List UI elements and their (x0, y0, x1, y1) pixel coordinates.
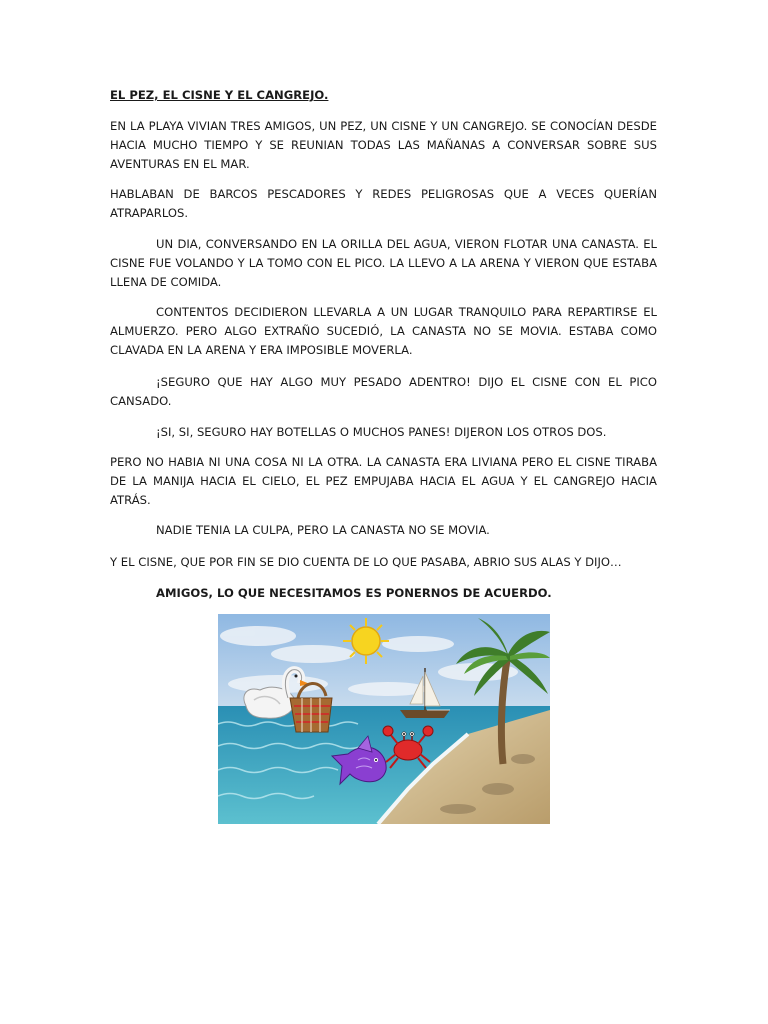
paragraph-8: NADIE TENIA LA CULPA, PERO LA CANASTA NO SE MOVIA. (156, 523, 490, 537)
story-title: EL PEZ, EL CISNE Y EL CANGREJO. (110, 88, 329, 102)
paragraph-2: HABLABAN DE BARCOS PESCADORES Y REDES PELIGROSAS QUE A VECES QUERÍAN ATRAPARLOS. (110, 187, 657, 220)
paragraph-10: AMIGOS, LO QUE NECESITAMOS ES PONERNOS DE ACUERDO. (156, 586, 552, 600)
paragraph-7: PERO NO HABIA NI UNA COSA NI LA OTRA. LA CANASTA ERA LIVIANA PERO EL CISNE TIRABA DE LA MANIJA HACIA EL CIELO, EL PEZ EMPUJABA HACIA EL AGUA Y EL CANGREJO HACIA ATRÁS. (110, 455, 657, 507)
beach-illustration (218, 614, 550, 824)
paragraph-4: CONTENTOS DECIDIERON LLEVARLA A UN LUGAR TRANQUILO PARA REPARTIRSE EL ALMUERZO. PERO ALGO EXTRAÑO SUCEDIÓ, LA CANASTA NO SE MOVIA. ESTABA COMO CLAVADA EN LA ARENA Y ERA IMPOSIBLE MOVERLA. (110, 305, 657, 357)
paragraph-5: ¡SEGURO QUE HAY ALGO MUY PESADO ADENTRO! DIJO EL CISNE CON EL PICO CANSADO. (110, 375, 657, 408)
paragraph-3: UN DIA, CONVERSANDO EN LA ORILLA DEL AGUA, VIERON FLOTAR UNA CANASTA. EL CISNE FUE VOLANDO Y LA TOMO CON EL PICO. LA LLEVO A LA ARENA Y VIERON QUE ESTABA LLENA DE COMIDA. (110, 237, 657, 289)
paragraph-1: EN LA PLAYA VIVIAN TRES AMIGOS, UN PEZ, UN CISNE Y UN CANGREJO. SE CONOCÍAN DESDE HACIA MUCHO TIEMPO Y SE REUNIAN TODAS LAS MAÑANAS A CONVERSAR SOBRE SUS AVENTURAS EN EL MAR. (110, 119, 657, 171)
paragraph-6: ¡SI, SI, SEGURO HAY BOTELLAS O MUCHOS PANES! DIJERON LOS OTROS DOS. (156, 425, 607, 439)
paragraph-9: Y EL CISNE, QUE POR FIN SE DIO CUENTA DE LO QUE PASABA, ABRIO SUS ALAS Y DIJO… (110, 555, 622, 569)
beach-scene-svg (218, 614, 550, 824)
